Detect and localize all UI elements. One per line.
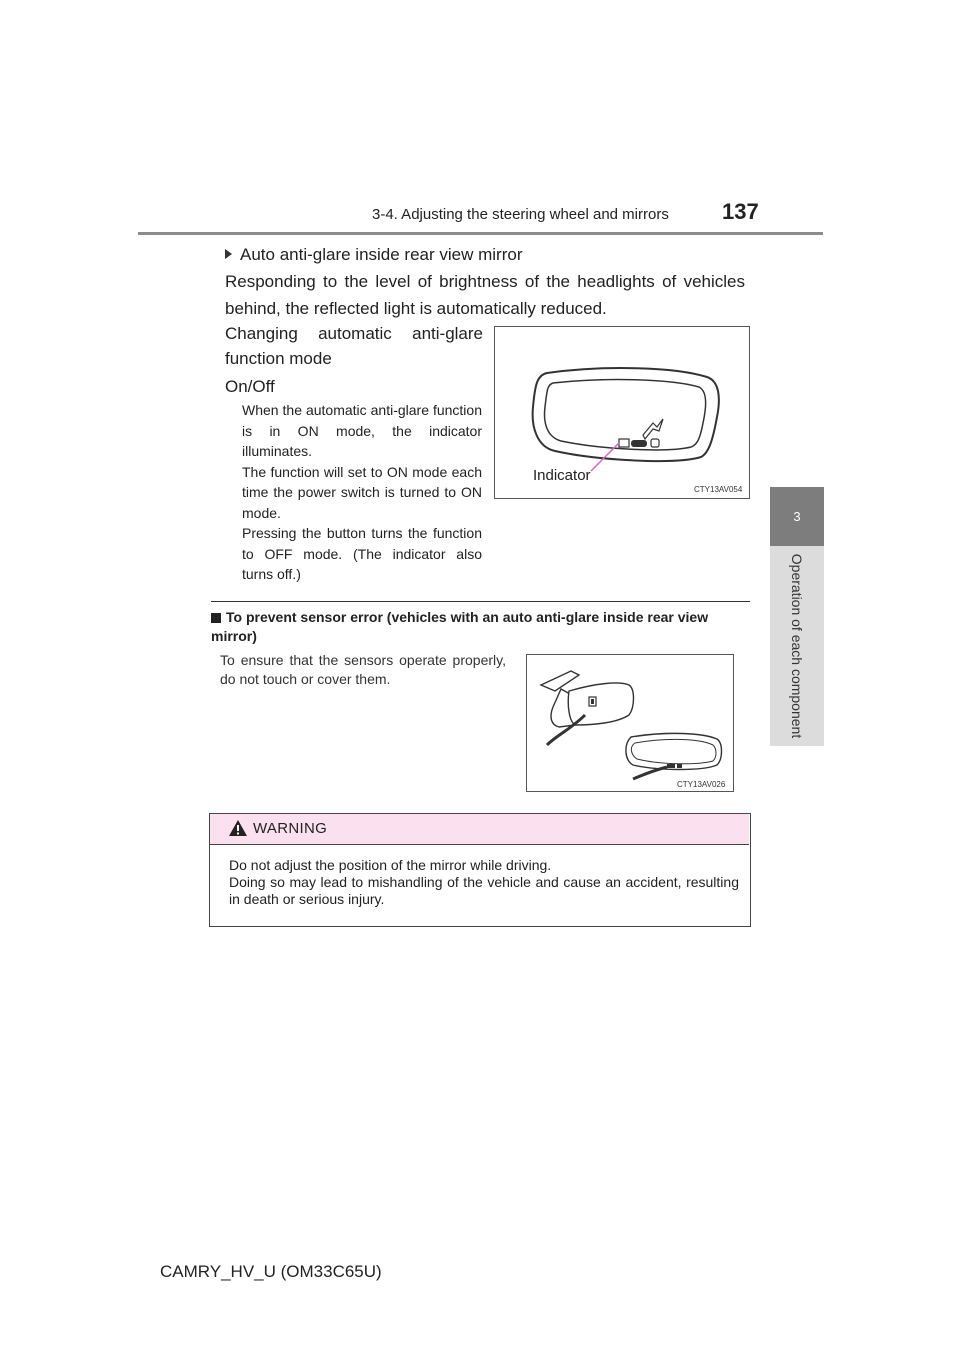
mode-notes [242, 400, 482, 585]
subsection-heading-text: To prevent sensor error (vehicles with an auto anti-glare inside rear view mirror) [211, 609, 709, 644]
page-number: 137 [722, 199, 759, 224]
onoff-label: On/Off [225, 377, 275, 396]
footer-model: CAMRY_HV_U (OM33C65U) [160, 1262, 382, 1281]
warning-body [229, 857, 739, 908]
note-3: Pressing the button turns the function to OFF mode. (The indicator also turns off.) [242, 525, 482, 582]
note-2: The function will set to ON mode each time the power switch is turned to ON mode. [242, 463, 482, 521]
chapter-label [770, 546, 824, 746]
warning-line-2: Doing so may lead to mishandling of the vehicle and cause an accident, resulting in death or serious injury. [229, 874, 739, 907]
intro-paragraph: Responding to the level of brightness of the headlights of vehicles behind, the reflected light is automatically reduced. [225, 272, 745, 318]
square-bullet-icon [211, 613, 221, 623]
warning-triangle-icon [228, 819, 248, 842]
mirror-sensor-illustration [527, 655, 733, 791]
triangle-bullet-icon [225, 249, 232, 259]
note-1: When the automatic anti-glare function is in ON mode, the indicator illuminates. [242, 402, 482, 459]
figure-code: CTY13AV054 [694, 485, 743, 494]
figure-code-2: CTY13AV026 [677, 780, 726, 789]
indicator-label: Indicator [533, 467, 591, 484]
mode-heading-line1: Changing automatic anti-glare [225, 324, 483, 343]
section-divider [211, 601, 750, 602]
warning-line-1: Do not adjust the position of the mirror while driving. [229, 857, 552, 873]
header-rule [138, 232, 823, 235]
bullet-title-text: Auto anti-glare inside rear view mirror [240, 245, 523, 264]
subsection-body: To ensure that the sensors operate properly, do not touch or cover them. [220, 652, 506, 687]
chapter-label-text: Operation of each component [789, 553, 805, 739]
sensor-figure [526, 654, 734, 792]
subsection-heading [211, 608, 751, 646]
section-title: 3-4. Adjusting the steering wheel and mirrors [372, 206, 669, 223]
chapter-number: 3 [793, 509, 801, 524]
bullet-title [225, 242, 523, 267]
warning-title: WARNING [253, 820, 328, 837]
mode-heading-line2: function mode [225, 349, 332, 368]
